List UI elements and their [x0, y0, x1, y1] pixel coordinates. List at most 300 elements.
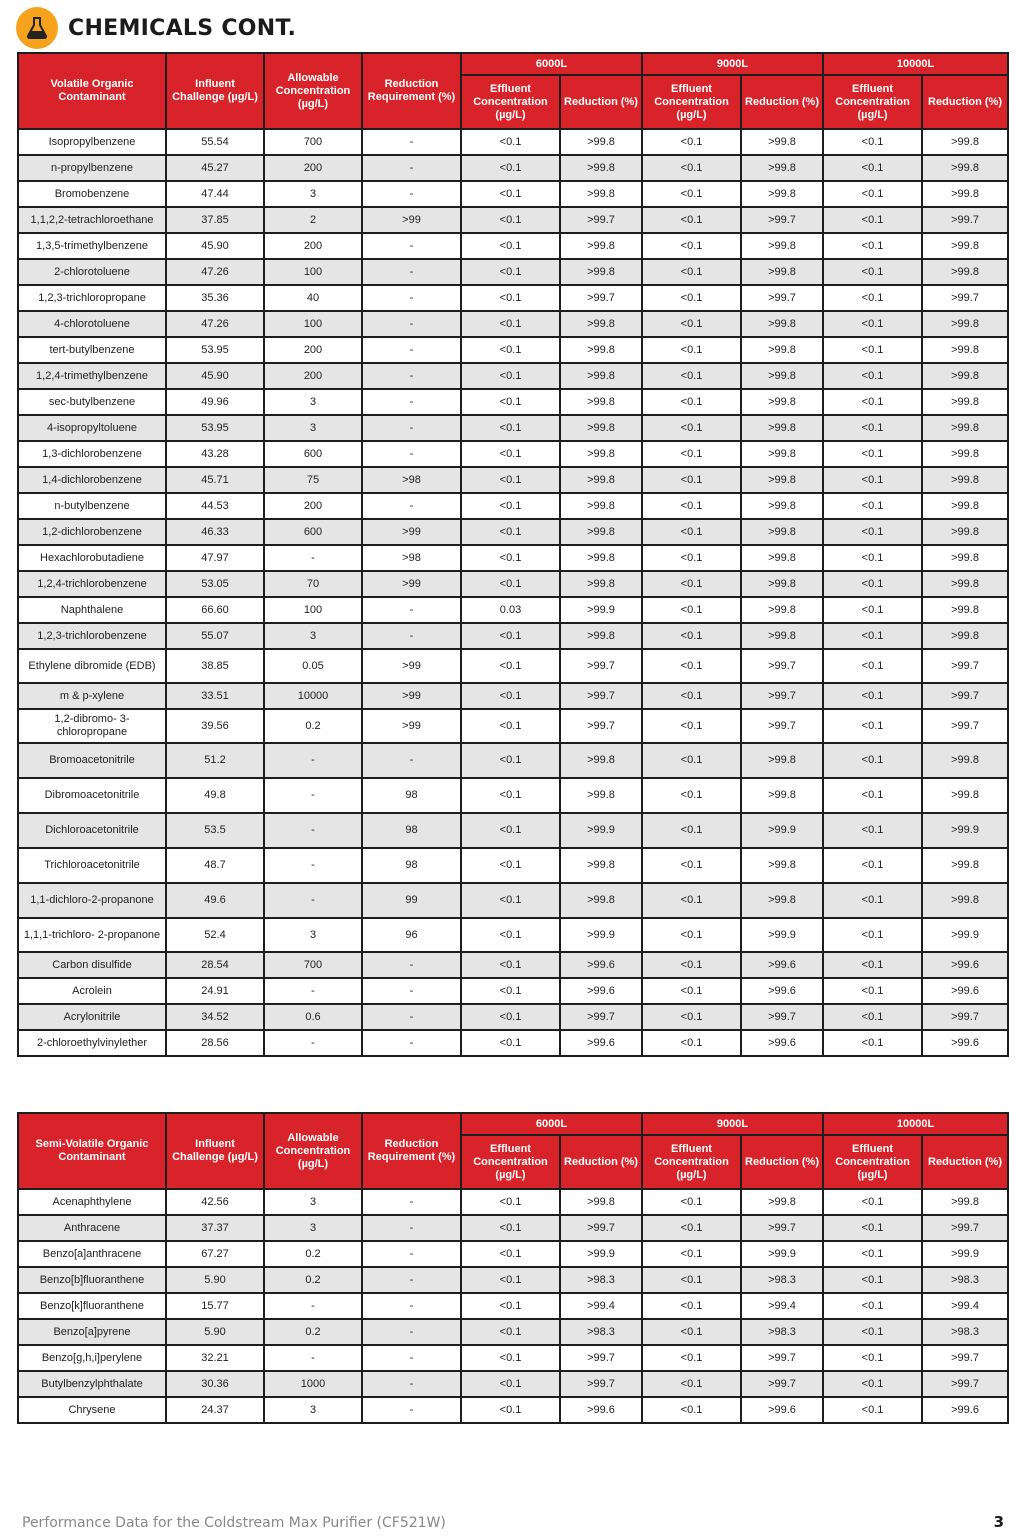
cell-reduction-6000l: >99.8 — [560, 493, 642, 519]
cell-influent: 24.37 — [166, 1397, 264, 1423]
header-group-9000l: 9000L — [642, 1113, 823, 1135]
cell-allowable: 3 — [264, 389, 362, 415]
cell-reduction-10000l: >99.7 — [922, 709, 1008, 743]
cell-effluent-9000l: <0.1 — [642, 233, 741, 259]
cell-influent: 49.8 — [166, 778, 264, 813]
cell-effluent-9000l: <0.1 — [642, 415, 741, 441]
cell-influent: 45.71 — [166, 467, 264, 493]
table-row — [18, 129, 1008, 155]
cell-influent: 42.56 — [166, 1189, 264, 1215]
cell-reduction-6000l: >99.6 — [560, 1397, 642, 1423]
cell-reduction-9000l: >99.8 — [741, 337, 823, 363]
cell-effluent-9000l: <0.1 — [642, 1267, 741, 1293]
cell-influent: 24.91 — [166, 978, 264, 1004]
header-effluent: Effluent Concentration (µg/L) — [461, 1135, 560, 1189]
cell-reduction-10000l: >99.7 — [922, 207, 1008, 233]
cell-effluent-6000l: <0.1 — [461, 415, 560, 441]
cell-contaminant: m & p-xylene — [18, 683, 166, 709]
header-reduction-requirement: Reduction Requirement (%) — [362, 1113, 461, 1189]
table-row — [18, 743, 1008, 778]
cell-contaminant: 1,2-dibromo- 3-chloropropane — [18, 709, 166, 743]
cell-reduction-9000l: >99.8 — [741, 743, 823, 778]
cell-reduction-6000l: >99.8 — [560, 623, 642, 649]
cell-reduction-6000l: >99.8 — [560, 129, 642, 155]
cell-effluent-10000l: <0.1 — [823, 848, 922, 883]
cell-contaminant: 1,2-dichlorobenzene — [18, 519, 166, 545]
cell-contaminant: 4-chlorotoluene — [18, 311, 166, 337]
cell-reduction-6000l: >99.7 — [560, 1004, 642, 1030]
cell-effluent-6000l: <0.1 — [461, 207, 560, 233]
cell-effluent-6000l: <0.1 — [461, 1030, 560, 1056]
cell-reduction-6000l: >99.8 — [560, 743, 642, 778]
cell-effluent-6000l: <0.1 — [461, 778, 560, 813]
cell-effluent-10000l: <0.1 — [823, 363, 922, 389]
header-reduction-requirement: Reduction Requirement (%) — [362, 53, 461, 129]
cell-contaminant: 1,3-dichlorobenzene — [18, 441, 166, 467]
cell-reduction-10000l: >99.8 — [922, 848, 1008, 883]
cell-reduction-9000l: >99.8 — [741, 519, 823, 545]
cell-reduction-6000l: >99.9 — [560, 918, 642, 952]
cell-allowable: - — [264, 1345, 362, 1371]
table-row — [18, 597, 1008, 623]
cell-effluent-9000l: <0.1 — [642, 683, 741, 709]
cell-effluent-9000l: <0.1 — [642, 743, 741, 778]
cell-reduction-requirement: - — [362, 389, 461, 415]
cell-contaminant: 1,2,4-trichlorobenzene — [18, 571, 166, 597]
cell-influent: 53.5 — [166, 813, 264, 848]
cell-allowable: 0.2 — [264, 709, 362, 743]
cell-effluent-6000l: <0.1 — [461, 571, 560, 597]
cell-allowable: 3 — [264, 1397, 362, 1423]
cell-reduction-6000l: >99.8 — [560, 467, 642, 493]
svoc-table-body — [18, 1189, 1008, 1423]
cell-effluent-6000l: <0.1 — [461, 1004, 560, 1030]
table-row — [18, 952, 1008, 978]
table-row — [18, 415, 1008, 441]
cell-influent: 38.85 — [166, 649, 264, 683]
cell-effluent-10000l: <0.1 — [823, 1241, 922, 1267]
cell-allowable: 3 — [264, 181, 362, 207]
cell-reduction-10000l: >99.8 — [922, 441, 1008, 467]
cell-effluent-10000l: <0.1 — [823, 207, 922, 233]
cell-reduction-6000l: >99.9 — [560, 813, 642, 848]
cell-reduction-9000l: >99.9 — [741, 813, 823, 848]
cell-reduction-6000l: >99.8 — [560, 778, 642, 813]
cell-allowable: 200 — [264, 155, 362, 181]
cell-contaminant: n-propylbenzene — [18, 155, 166, 181]
header-effluent: Effluent Concentration (µg/L) — [461, 75, 560, 129]
cell-effluent-10000l: <0.1 — [823, 571, 922, 597]
cell-reduction-10000l: >99.9 — [922, 918, 1008, 952]
cell-contaminant: Hexachlorobutadiene — [18, 545, 166, 571]
table-row — [18, 155, 1008, 181]
cell-reduction-6000l: >99.8 — [560, 545, 642, 571]
cell-effluent-10000l: <0.1 — [823, 743, 922, 778]
table-row — [18, 1371, 1008, 1397]
cell-effluent-6000l: <0.1 — [461, 259, 560, 285]
table-row — [18, 311, 1008, 337]
cell-influent: 5.90 — [166, 1319, 264, 1345]
cell-effluent-6000l: <0.1 — [461, 1345, 560, 1371]
cell-contaminant: Acenaphthylene — [18, 1189, 166, 1215]
cell-reduction-requirement: - — [362, 285, 461, 311]
table-row — [18, 363, 1008, 389]
header-reduction: Reduction (%) — [560, 1135, 642, 1189]
cell-reduction-10000l: >99.9 — [922, 813, 1008, 848]
table-row — [18, 813, 1008, 848]
header-group-9000l: 9000L — [642, 53, 823, 75]
cell-reduction-10000l: >99.8 — [922, 571, 1008, 597]
cell-effluent-9000l: <0.1 — [642, 337, 741, 363]
cell-reduction-9000l: >99.7 — [741, 1345, 823, 1371]
cell-reduction-9000l: >99.7 — [741, 285, 823, 311]
cell-effluent-10000l: <0.1 — [823, 311, 922, 337]
cell-allowable: 10000 — [264, 683, 362, 709]
table-row — [18, 848, 1008, 883]
cell-influent: 32.21 — [166, 1345, 264, 1371]
cell-reduction-10000l: >99.8 — [922, 363, 1008, 389]
table-row — [18, 571, 1008, 597]
cell-influent: 55.07 — [166, 623, 264, 649]
cell-reduction-6000l: >99.7 — [560, 285, 642, 311]
cell-contaminant: 1,2,3-trichlorobenzene — [18, 623, 166, 649]
cell-effluent-9000l: <0.1 — [642, 363, 741, 389]
cell-reduction-6000l: >99.9 — [560, 597, 642, 623]
cell-effluent-9000l: <0.1 — [642, 952, 741, 978]
cell-effluent-6000l: 0.03 — [461, 597, 560, 623]
cell-effluent-9000l: <0.1 — [642, 813, 741, 848]
cell-reduction-9000l: >99.9 — [741, 1241, 823, 1267]
cell-reduction-requirement: - — [362, 363, 461, 389]
cell-contaminant: Anthracene — [18, 1215, 166, 1241]
cell-reduction-10000l: >99.7 — [922, 285, 1008, 311]
cell-allowable: 200 — [264, 363, 362, 389]
cell-effluent-6000l: <0.1 — [461, 493, 560, 519]
cell-effluent-6000l: <0.1 — [461, 155, 560, 181]
cell-effluent-6000l: <0.1 — [461, 709, 560, 743]
cell-effluent-10000l: <0.1 — [823, 1004, 922, 1030]
cell-reduction-6000l: >98.3 — [560, 1319, 642, 1345]
cell-contaminant: Dichloroacetonitrile — [18, 813, 166, 848]
cell-influent: 35.36 — [166, 285, 264, 311]
cell-reduction-9000l: >99.8 — [741, 571, 823, 597]
cell-reduction-6000l: >99.8 — [560, 363, 642, 389]
cell-effluent-9000l: <0.1 — [642, 155, 741, 181]
header-reduction: Reduction (%) — [922, 1135, 1008, 1189]
header-effluent: Effluent Concentration (µg/L) — [823, 75, 922, 129]
cell-influent: 30.36 — [166, 1371, 264, 1397]
cell-reduction-requirement: 98 — [362, 778, 461, 813]
cell-effluent-10000l: <0.1 — [823, 623, 922, 649]
cell-reduction-requirement: >99 — [362, 649, 461, 683]
cell-effluent-9000l: <0.1 — [642, 545, 741, 571]
cell-reduction-requirement: - — [362, 1397, 461, 1423]
cell-allowable: 200 — [264, 493, 362, 519]
cell-influent: 51.2 — [166, 743, 264, 778]
cell-reduction-9000l: >99.8 — [741, 778, 823, 813]
cell-influent: 47.44 — [166, 181, 264, 207]
cell-effluent-9000l: <0.1 — [642, 1319, 741, 1345]
cell-reduction-10000l: >99.7 — [922, 683, 1008, 709]
cell-contaminant: Ethylene dibromide (EDB) — [18, 649, 166, 683]
cell-reduction-6000l: >99.8 — [560, 155, 642, 181]
cell-reduction-requirement: >98 — [362, 467, 461, 493]
cell-effluent-9000l: <0.1 — [642, 493, 741, 519]
table-row — [18, 1319, 1008, 1345]
table-row — [18, 259, 1008, 285]
cell-reduction-6000l: >99.8 — [560, 441, 642, 467]
cell-effluent-6000l: <0.1 — [461, 848, 560, 883]
cell-contaminant: Naphthalene — [18, 597, 166, 623]
cell-reduction-requirement: - — [362, 415, 461, 441]
cell-reduction-10000l: >99.7 — [922, 1004, 1008, 1030]
cell-influent: 47.97 — [166, 545, 264, 571]
cell-reduction-10000l: >99.7 — [922, 1345, 1008, 1371]
cell-effluent-6000l: <0.1 — [461, 918, 560, 952]
cell-reduction-9000l: >99.8 — [741, 389, 823, 415]
cell-allowable: 3 — [264, 1215, 362, 1241]
cell-effluent-9000l: <0.1 — [642, 623, 741, 649]
cell-effluent-6000l: <0.1 — [461, 311, 560, 337]
table-row — [18, 1215, 1008, 1241]
cell-effluent-10000l: <0.1 — [823, 1189, 922, 1215]
cell-influent: 45.90 — [166, 233, 264, 259]
table-row — [18, 285, 1008, 311]
header-allowable: Allowable Concentration (µg/L) — [264, 53, 362, 129]
table-row — [18, 709, 1008, 743]
cell-reduction-9000l: >99.7 — [741, 1371, 823, 1397]
cell-reduction-requirement: - — [362, 337, 461, 363]
cell-allowable: 3 — [264, 415, 362, 441]
cell-reduction-6000l: >99.8 — [560, 519, 642, 545]
cell-allowable: 0.2 — [264, 1319, 362, 1345]
cell-effluent-6000l: <0.1 — [461, 978, 560, 1004]
cell-effluent-6000l: <0.1 — [461, 1189, 560, 1215]
cell-contaminant: n-butylbenzene — [18, 493, 166, 519]
cell-contaminant: 1,1,1-trichloro- 2-propanone — [18, 918, 166, 952]
cell-effluent-10000l: <0.1 — [823, 389, 922, 415]
cell-reduction-9000l: >99.8 — [741, 623, 823, 649]
cell-reduction-10000l: >99.8 — [922, 545, 1008, 571]
table-row — [18, 778, 1008, 813]
cell-effluent-6000l: <0.1 — [461, 813, 560, 848]
cell-reduction-requirement: >99 — [362, 207, 461, 233]
cell-reduction-9000l: >99.6 — [741, 978, 823, 1004]
table-row — [18, 978, 1008, 1004]
cell-allowable: 3 — [264, 623, 362, 649]
cell-contaminant: Dibromoacetonitrile — [18, 778, 166, 813]
cell-effluent-6000l: <0.1 — [461, 1397, 560, 1423]
cell-allowable: 75 — [264, 467, 362, 493]
cell-reduction-requirement: - — [362, 1189, 461, 1215]
cell-effluent-9000l: <0.1 — [642, 1215, 741, 1241]
cell-effluent-10000l: <0.1 — [823, 467, 922, 493]
cell-allowable: 200 — [264, 337, 362, 363]
cell-effluent-10000l: <0.1 — [823, 597, 922, 623]
cell-allowable: - — [264, 1293, 362, 1319]
header-effluent: Effluent Concentration (µg/L) — [642, 75, 741, 129]
table-row — [18, 337, 1008, 363]
cell-contaminant: Trichloroacetonitrile — [18, 848, 166, 883]
cell-reduction-10000l: >99.8 — [922, 597, 1008, 623]
cell-contaminant: Benzo[g,h,i]perylene — [18, 1345, 166, 1371]
cell-reduction-9000l: >99.4 — [741, 1293, 823, 1319]
cell-reduction-requirement: - — [362, 155, 461, 181]
cell-effluent-9000l: <0.1 — [642, 519, 741, 545]
cell-effluent-10000l: <0.1 — [823, 1293, 922, 1319]
cell-reduction-9000l: >99.7 — [741, 709, 823, 743]
cell-effluent-9000l: <0.1 — [642, 1189, 741, 1215]
cell-reduction-9000l: >99.6 — [741, 1397, 823, 1423]
cell-effluent-9000l: <0.1 — [642, 597, 741, 623]
cell-effluent-9000l: <0.1 — [642, 1371, 741, 1397]
cell-allowable: - — [264, 813, 362, 848]
table-row — [18, 467, 1008, 493]
cell-reduction-6000l: >99.8 — [560, 415, 642, 441]
voc-table — [17, 52, 1009, 1057]
cell-effluent-9000l: <0.1 — [642, 709, 741, 743]
header-allowable: Allowable Concentration (µg/L) — [264, 1113, 362, 1189]
cell-effluent-9000l: <0.1 — [642, 1293, 741, 1319]
cell-influent: 53.95 — [166, 337, 264, 363]
cell-reduction-10000l: >99.8 — [922, 467, 1008, 493]
cell-effluent-6000l: <0.1 — [461, 883, 560, 918]
table-row — [18, 181, 1008, 207]
table-row — [18, 545, 1008, 571]
cell-reduction-requirement: - — [362, 233, 461, 259]
cell-reduction-requirement: 98 — [362, 848, 461, 883]
cell-contaminant: Bromobenzene — [18, 181, 166, 207]
cell-effluent-10000l: <0.1 — [823, 1371, 922, 1397]
cell-reduction-10000l: >99.6 — [922, 1397, 1008, 1423]
cell-effluent-6000l: <0.1 — [461, 519, 560, 545]
cell-reduction-requirement: >99 — [362, 519, 461, 545]
cell-effluent-9000l: <0.1 — [642, 883, 741, 918]
cell-reduction-requirement: - — [362, 441, 461, 467]
cell-influent: 43.28 — [166, 441, 264, 467]
table-row — [18, 918, 1008, 952]
cell-allowable: 100 — [264, 311, 362, 337]
cell-effluent-6000l: <0.1 — [461, 233, 560, 259]
cell-reduction-9000l: >99.8 — [741, 848, 823, 883]
cell-reduction-10000l: >99.8 — [922, 623, 1008, 649]
cell-reduction-requirement: 96 — [362, 918, 461, 952]
cell-reduction-6000l: >99.6 — [560, 952, 642, 978]
cell-influent: 37.85 — [166, 207, 264, 233]
cell-contaminant: 1,1-dichloro-2-propanone — [18, 883, 166, 918]
cell-reduction-10000l: >99.6 — [922, 1030, 1008, 1056]
cell-effluent-6000l: <0.1 — [461, 441, 560, 467]
cell-effluent-6000l: <0.1 — [461, 1293, 560, 1319]
cell-contaminant: 1,1,2,2-tetrachloroethane — [18, 207, 166, 233]
cell-influent: 48.7 — [166, 848, 264, 883]
cell-reduction-requirement: - — [362, 1030, 461, 1056]
header-group-10000l: 10000L — [823, 53, 1008, 75]
cell-reduction-9000l: >99.6 — [741, 1030, 823, 1056]
cell-influent: 47.26 — [166, 259, 264, 285]
cell-reduction-9000l: >99.8 — [741, 233, 823, 259]
table-row — [18, 519, 1008, 545]
cell-reduction-10000l: >99.8 — [922, 883, 1008, 918]
cell-effluent-9000l: <0.1 — [642, 259, 741, 285]
cell-contaminant: Bromoacetonitrile — [18, 743, 166, 778]
cell-contaminant: Benzo[b]fluoranthene — [18, 1267, 166, 1293]
header-contaminant: Volatile Organic Contaminant — [18, 53, 166, 129]
cell-reduction-6000l: >99.7 — [560, 683, 642, 709]
header-influent: Influent Challenge (µg/L) — [166, 1113, 264, 1189]
cell-allowable: 100 — [264, 259, 362, 285]
cell-reduction-9000l: >99.7 — [741, 683, 823, 709]
cell-reduction-9000l: >99.8 — [741, 1189, 823, 1215]
cell-contaminant: Isopropylbenzene — [18, 129, 166, 155]
cell-reduction-6000l: >99.8 — [560, 848, 642, 883]
cell-contaminant: 1,3,5-trimethylbenzene — [18, 233, 166, 259]
cell-reduction-6000l: >99.8 — [560, 571, 642, 597]
cell-contaminant: Benzo[a]pyrene — [18, 1319, 166, 1345]
cell-effluent-10000l: <0.1 — [823, 181, 922, 207]
cell-influent: 47.26 — [166, 311, 264, 337]
cell-effluent-10000l: <0.1 — [823, 129, 922, 155]
cell-effluent-10000l: <0.1 — [823, 1030, 922, 1056]
cell-reduction-6000l: >99.8 — [560, 389, 642, 415]
cell-reduction-9000l: >99.8 — [741, 493, 823, 519]
cell-allowable: - — [264, 848, 362, 883]
cell-contaminant: tert-butylbenzene — [18, 337, 166, 363]
cell-reduction-9000l: >99.8 — [741, 155, 823, 181]
cell-reduction-6000l: >99.7 — [560, 1371, 642, 1397]
cell-effluent-10000l: <0.1 — [823, 778, 922, 813]
cell-influent: 46.33 — [166, 519, 264, 545]
table-row — [18, 1267, 1008, 1293]
table-row — [18, 441, 1008, 467]
cell-effluent-10000l: <0.1 — [823, 1397, 922, 1423]
cell-effluent-9000l: <0.1 — [642, 571, 741, 597]
cell-effluent-10000l: <0.1 — [823, 918, 922, 952]
cell-effluent-9000l: <0.1 — [642, 1004, 741, 1030]
cell-influent: 45.27 — [166, 155, 264, 181]
cell-reduction-requirement: - — [362, 1345, 461, 1371]
cell-effluent-6000l: <0.1 — [461, 129, 560, 155]
cell-contaminant: 2-chloroethylvinylether — [18, 1030, 166, 1056]
table-row — [18, 389, 1008, 415]
cell-effluent-10000l: <0.1 — [823, 441, 922, 467]
cell-reduction-requirement: >99 — [362, 683, 461, 709]
cell-effluent-6000l: <0.1 — [461, 952, 560, 978]
header-reduction: Reduction (%) — [741, 1135, 823, 1189]
cell-reduction-9000l: >99.8 — [741, 129, 823, 155]
table-row — [18, 493, 1008, 519]
cell-reduction-6000l: >99.7 — [560, 1345, 642, 1371]
cell-allowable: 700 — [264, 952, 362, 978]
cell-reduction-10000l: >99.7 — [922, 1371, 1008, 1397]
cell-allowable: - — [264, 545, 362, 571]
cell-reduction-9000l: >99.8 — [741, 259, 823, 285]
svoc-table — [17, 1112, 1009, 1424]
cell-reduction-10000l: >99.8 — [922, 181, 1008, 207]
cell-reduction-10000l: >99.4 — [922, 1293, 1008, 1319]
page-title: CHEMICALS CONT. — [68, 15, 297, 41]
cell-reduction-6000l: >99.7 — [560, 709, 642, 743]
header-group-10000l: 10000L — [823, 1113, 1008, 1135]
table-row — [18, 233, 1008, 259]
cell-effluent-6000l: <0.1 — [461, 1319, 560, 1345]
header-effluent: Effluent Concentration (µg/L) — [823, 1135, 922, 1189]
cell-reduction-10000l: >99.8 — [922, 389, 1008, 415]
cell-reduction-6000l: >99.7 — [560, 649, 642, 683]
table-row — [18, 1345, 1008, 1371]
cell-allowable: 600 — [264, 519, 362, 545]
cell-contaminant: 4-isopropyltoluene — [18, 415, 166, 441]
